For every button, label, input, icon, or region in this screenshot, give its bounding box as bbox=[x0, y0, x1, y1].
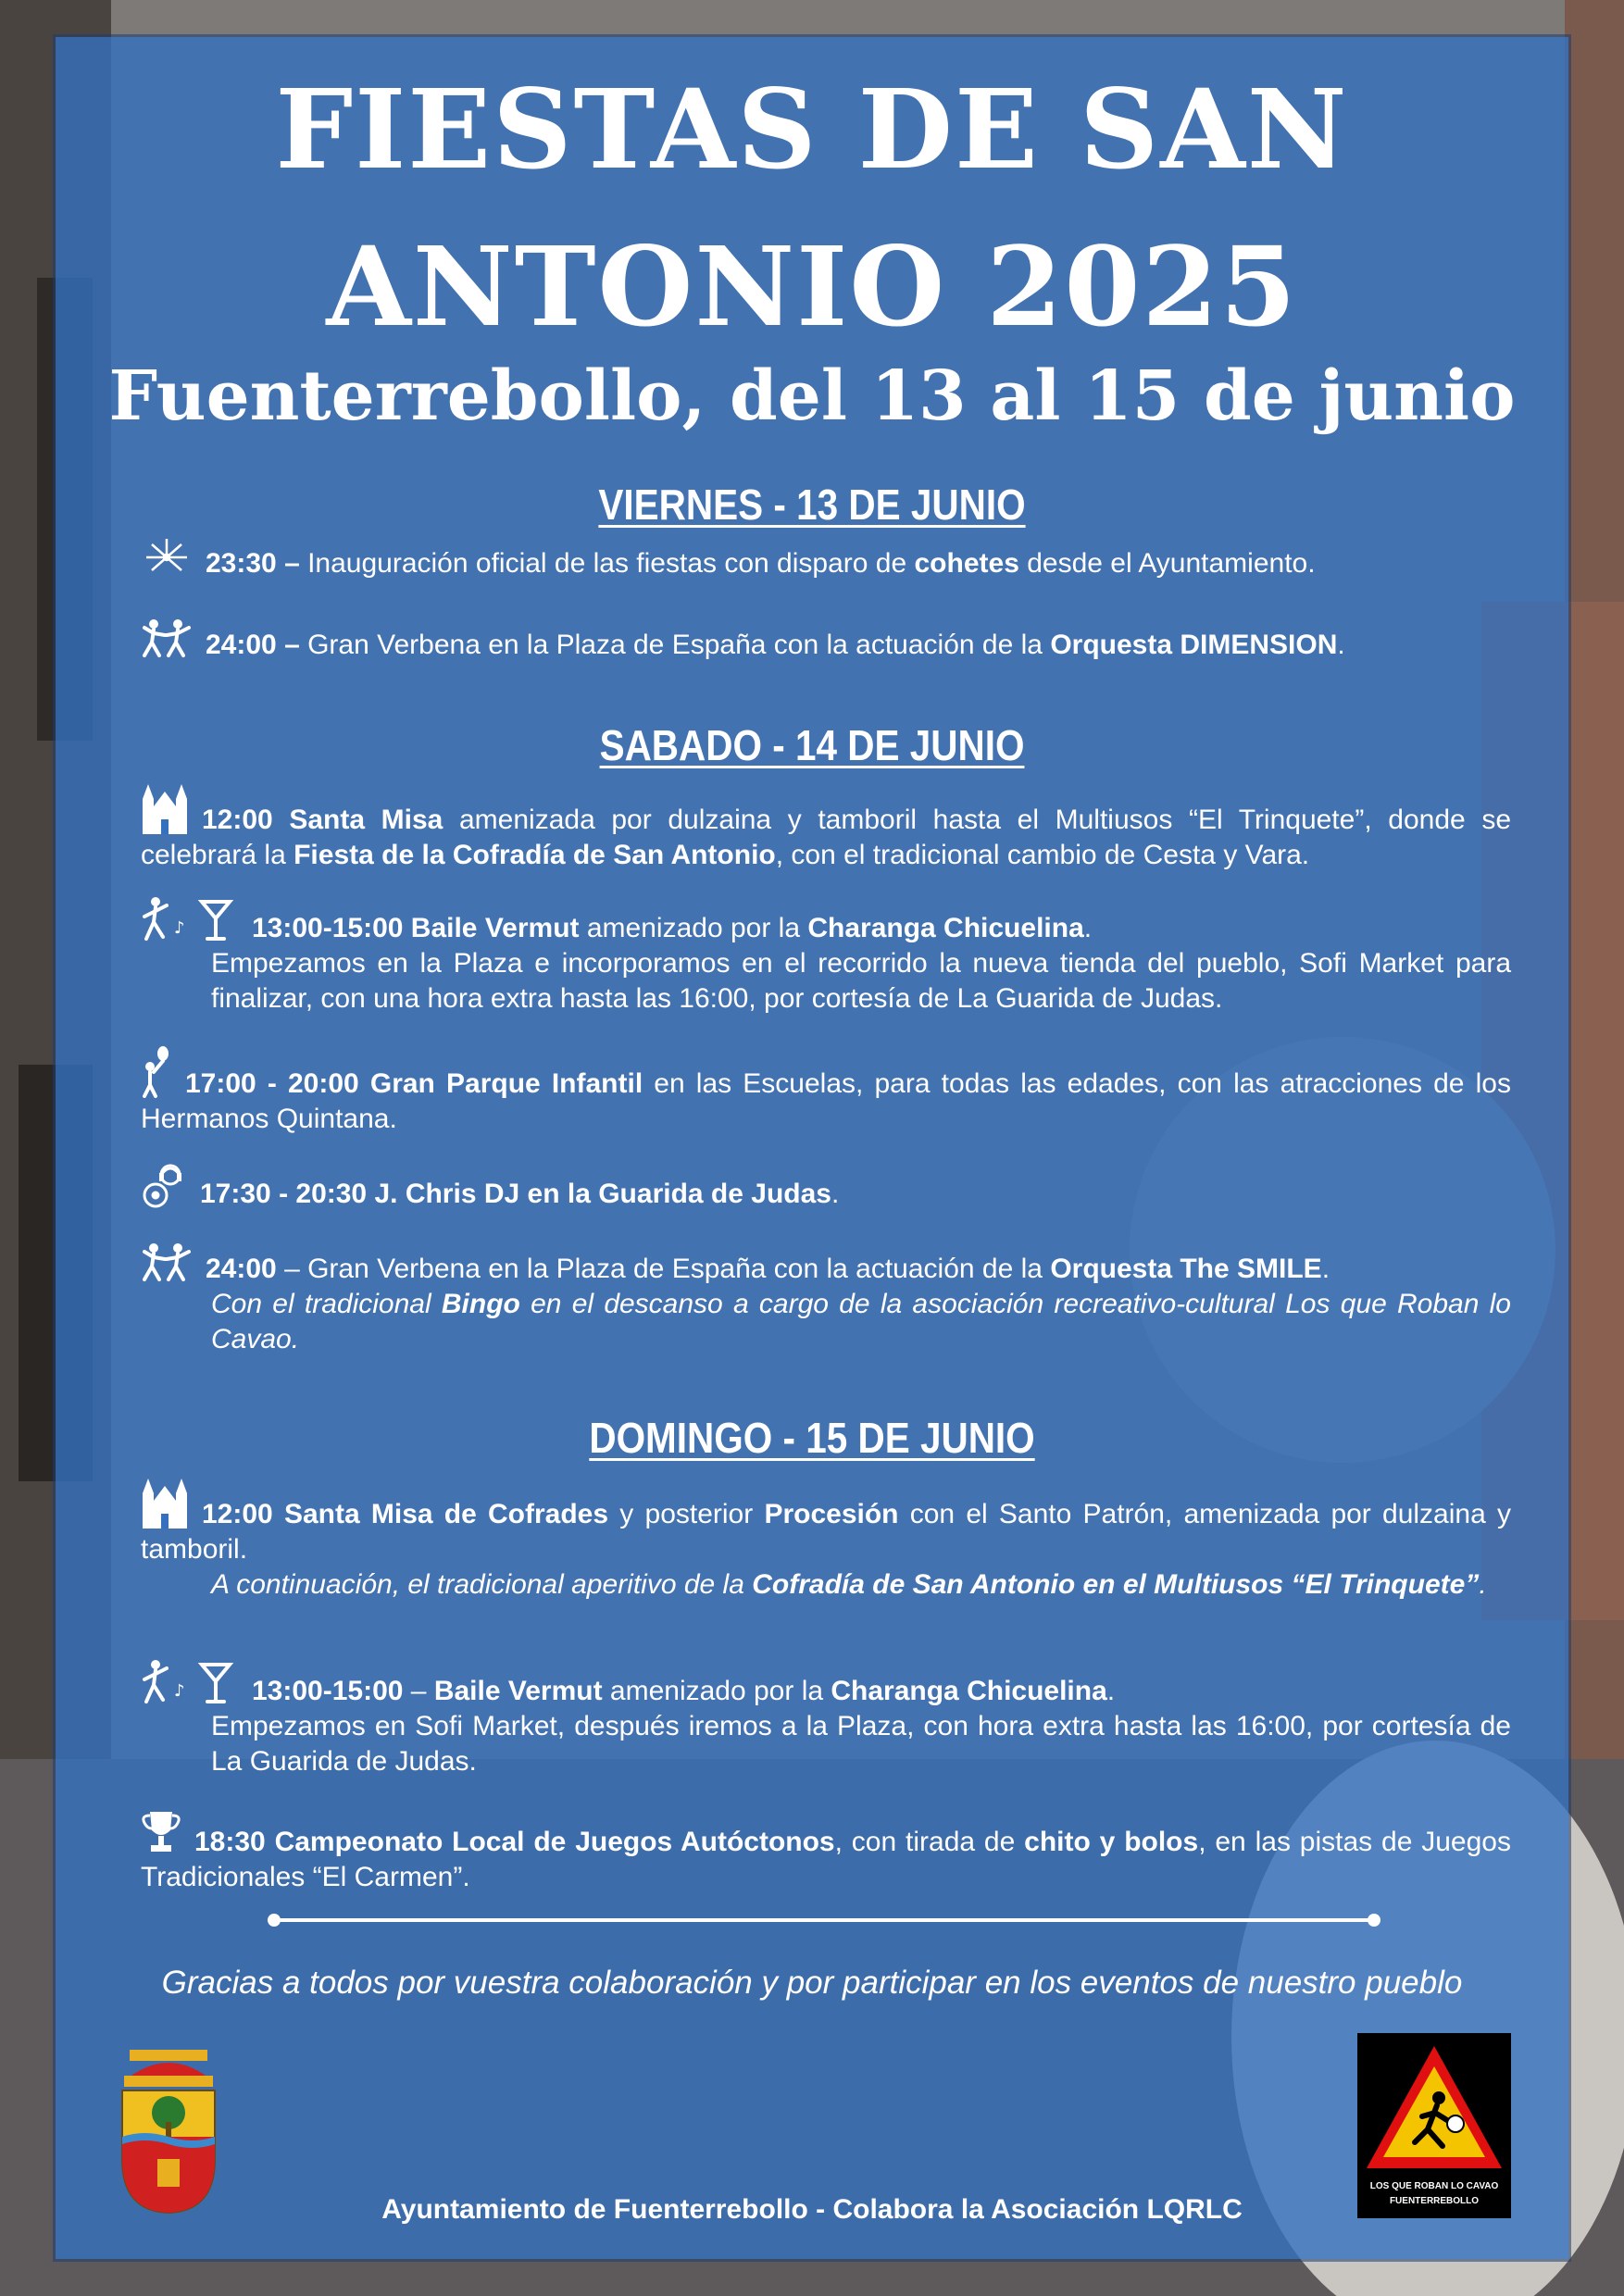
event-text: – Gran Verbena en la Plaza de España con la actuación de la bbox=[276, 1254, 1051, 1284]
title-line-1: FIESTAS DE SAN bbox=[275, 65, 1349, 193]
subtitle: Fuenterrebollo, del 13 al 15 de junio bbox=[108, 356, 1516, 436]
event-highlight: chito y bolos bbox=[1024, 1827, 1199, 1857]
dancers-icon bbox=[141, 1242, 193, 1283]
event-detail-text: Con el tradicional bbox=[211, 1289, 442, 1319]
event-detail: Empezamos en Sofi Market, después iremos a la Plaza, con hora extra hasta las 16:00, por cortesía de La Guarida de Judas. bbox=[211, 1711, 1511, 1777]
event-time: 12:00 bbox=[202, 1499, 273, 1529]
event-text: . bbox=[1083, 913, 1093, 943]
svg-text:♪: ♪ bbox=[174, 918, 185, 938]
divider-line bbox=[273, 1918, 1375, 1922]
day-heading-sabado: SABADO - 14 DE JUNIO bbox=[599, 721, 1025, 769]
event-highlight: Fiesta de la Cofradía de San Antonio bbox=[294, 840, 776, 870]
event-highlight: cohetes bbox=[914, 548, 1019, 579]
event-text: amenizado por la bbox=[602, 1676, 831, 1706]
dj-icon bbox=[141, 1162, 187, 1208]
event-viernes-2 bbox=[141, 618, 1511, 663]
event-time: 13:00-15:00 bbox=[252, 1676, 404, 1706]
lqrlc-logo-line-2: FUENTERREBOLLO bbox=[1389, 2196, 1480, 2206]
event-highlight: Baile Vermut bbox=[403, 913, 580, 943]
event-sabado-3 bbox=[141, 1046, 1511, 1137]
event-highlight: Procesión bbox=[764, 1499, 899, 1529]
event-detail-highlight: Bingo bbox=[441, 1289, 520, 1319]
event-detail-text: A continuación, el tradicional aperitivo de la bbox=[211, 1569, 753, 1600]
event-sabado-4 bbox=[141, 1162, 1511, 1212]
event-detail bbox=[141, 1287, 1511, 1357]
child-balloon-icon bbox=[141, 1046, 172, 1098]
thanks-message: Gracias a todos por vuestra colaboración y por participar en los eventos de nuestro pueblo bbox=[161, 1965, 1463, 2001]
event-text: . bbox=[1337, 630, 1345, 660]
event-highlight: Charanga Chicuelina bbox=[831, 1676, 1107, 1706]
event-highlight: Santa Misa bbox=[272, 805, 443, 835]
event-highlight: Gran Parque Infantil bbox=[358, 1068, 643, 1099]
event-text: , en las pistas de Juegos Tradicionales “El Carmen”. bbox=[141, 1827, 1511, 1892]
event-time: 24:00 – bbox=[206, 630, 300, 660]
event-detail-text: en el descanso a cargo de la asociación recreativo-cultural Los que Roban lo Cavao. bbox=[211, 1289, 1511, 1354]
event-text: . bbox=[1106, 1676, 1116, 1706]
event-text: , con tirada de bbox=[834, 1827, 1025, 1857]
day-heading-viernes: VIERNES - 13 DE JUNIO bbox=[598, 480, 1026, 529]
dancers-icon bbox=[141, 618, 193, 659]
event-text: Inauguración oficial de las fiestas con disparo de bbox=[299, 548, 915, 579]
event-text: y posterior bbox=[608, 1499, 765, 1529]
dance-cocktail-icon bbox=[141, 1659, 239, 1705]
event-domingo-1 bbox=[141, 1477, 1511, 1603]
title-line-2: ANTONIO 2025 bbox=[326, 222, 1298, 351]
event-sabado-5 bbox=[141, 1242, 1511, 1357]
event-detail: Empezamos en la Plaza e incorporamos en el recorrido la nueva tienda del pueblo, Sofi Market para finalizar, con una hora extra hasta las 16:00, por cortesía de La Guarida de Judas. bbox=[211, 948, 1511, 1014]
event-highlight: Santa Misa de Cofrades bbox=[272, 1499, 609, 1529]
event-highlight: Orquesta The SMILE bbox=[1050, 1254, 1322, 1284]
event-domingo-3 bbox=[141, 1810, 1511, 1895]
footer-credits: Ayuntamiento de Fuenterrebollo - Colabora la Asociación LQRLC bbox=[381, 2194, 1243, 2225]
event-domingo-2 bbox=[141, 1659, 1511, 1779]
lqrlc-association-logo bbox=[1357, 2033, 1511, 2218]
event-highlight: Orquesta DIMENSION bbox=[1050, 630, 1338, 660]
church-icon bbox=[141, 782, 189, 834]
event-sabado-1 bbox=[141, 782, 1511, 873]
lqrlc-logo-line-1: LOS QUE ROBAN LO CAVAO bbox=[1369, 2181, 1499, 2191]
event-time: 17:30 - 20:30 bbox=[200, 1179, 368, 1209]
event-text: amenizada por dulzaina y tamboril hasta el Multiusos “El Trinquete”, donde se celebrará la bbox=[141, 805, 1511, 870]
event-highlight: Charanga Chicuelina bbox=[807, 913, 1084, 943]
event-detail-highlight: Cofradía de San Antonio en el Multiusos “El Trinquete” bbox=[752, 1569, 1480, 1600]
event-time: 12:00 bbox=[202, 805, 273, 835]
event-detail-text: . bbox=[1479, 1569, 1487, 1600]
event-time: 24:00 bbox=[206, 1254, 277, 1284]
event-time: 13:00-15:00 bbox=[252, 913, 404, 943]
event-text: . bbox=[831, 1179, 840, 1209]
event-text: . bbox=[1321, 1254, 1330, 1284]
event-text: – bbox=[403, 1676, 434, 1706]
church-icon bbox=[141, 1477, 189, 1529]
event-text: Gran Verbena en la Plaza de España con la actuación de la bbox=[299, 630, 1051, 660]
event-time: 17:00 - 20:00 bbox=[185, 1068, 359, 1099]
event-time: 18:30 bbox=[194, 1827, 266, 1857]
event-text: con el Santo Patrón, amenizada por dulzaina y tamboril. bbox=[141, 1499, 1511, 1565]
event-viernes-1 bbox=[141, 537, 1511, 581]
event-text: desde el Ayuntamiento. bbox=[1018, 548, 1316, 579]
event-text: , con el tradicional cambio de Cesta y Vara. bbox=[775, 840, 1310, 870]
fireworks-icon bbox=[141, 537, 193, 578]
event-detail bbox=[141, 1567, 1511, 1603]
day-heading-domingo: DOMINGO - 15 DE JUNIO bbox=[589, 1414, 1035, 1462]
trophy-icon bbox=[141, 1810, 181, 1856]
event-highlight: J. Chris DJ en la Guarida de Judas bbox=[367, 1179, 831, 1209]
event-time: 23:30 – bbox=[206, 548, 300, 579]
dance-cocktail-icon bbox=[141, 896, 239, 942]
event-sabado-2 bbox=[141, 896, 1511, 1017]
event-text: amenizado por la bbox=[579, 913, 808, 943]
event-text: en las Escuelas, para todas las edades, con las atracciones de los Hermanos Quintana. bbox=[141, 1068, 1511, 1134]
event-highlight: Campeonato Local de Juegos Autóctonos bbox=[265, 1827, 835, 1857]
svg-text:♪: ♪ bbox=[174, 1681, 185, 1701]
event-highlight: Baile Vermut bbox=[433, 1676, 603, 1706]
